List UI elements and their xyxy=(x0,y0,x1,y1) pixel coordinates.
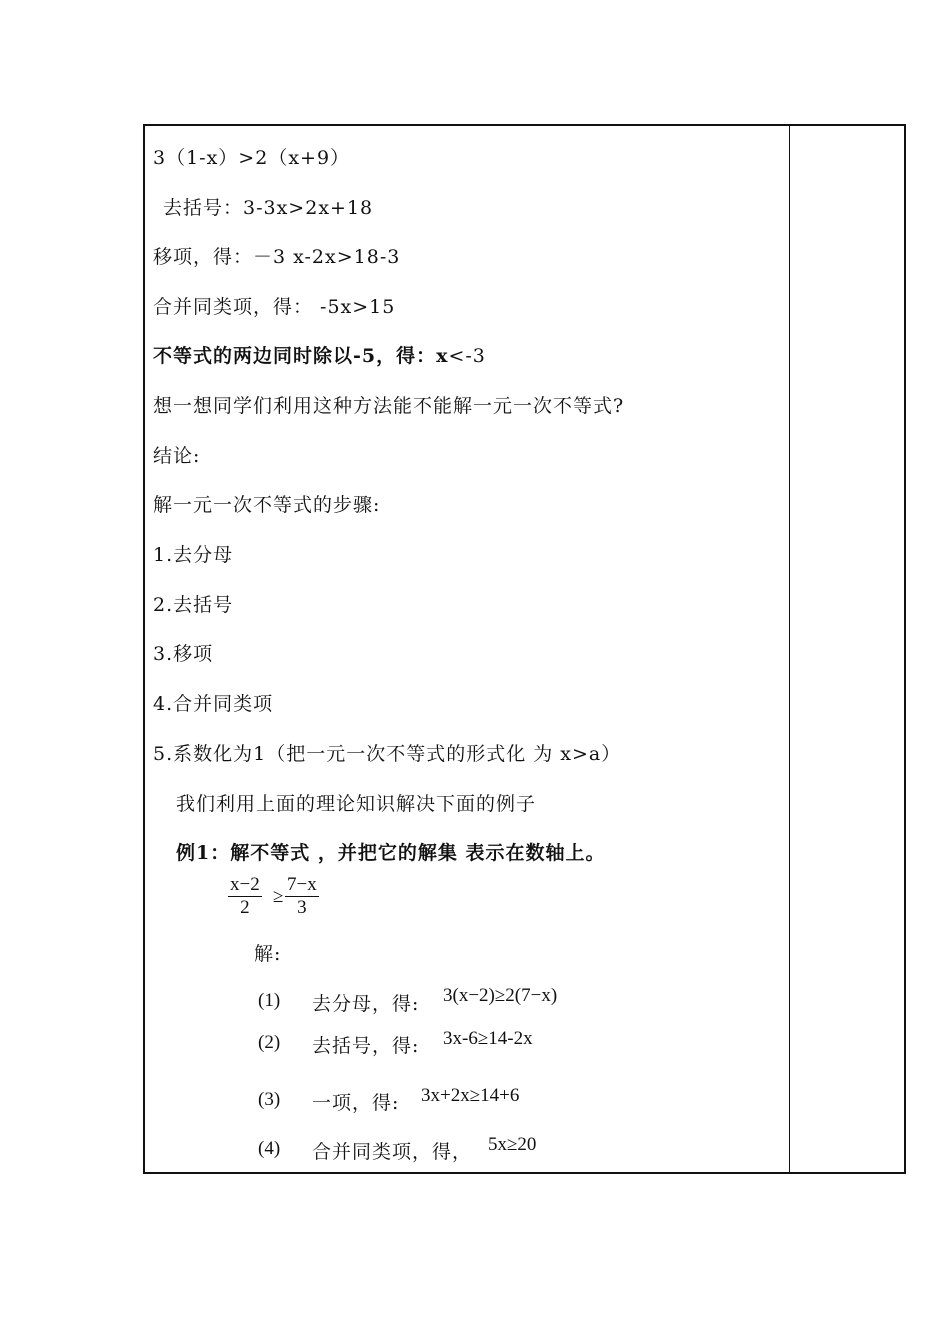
equation-line-5 xyxy=(153,341,486,368)
equation-line-4: 合并同类项，得： -5x>15 xyxy=(153,296,396,318)
step-2: 2.去括号 xyxy=(153,594,234,616)
solution-step-1-number: (1) xyxy=(258,990,281,1011)
equation-line-5-result: <-3 xyxy=(448,345,486,367)
steps-heading: 解一元一次不等式的步骤: xyxy=(153,494,381,516)
solution-step-3-text: 一项，得: xyxy=(312,1092,400,1114)
solution-step-3-expr: 3x+2x≥14+6 xyxy=(421,1085,520,1106)
step-5: 5.系数化为1（把一元一次不等式的形式化 为 x>a） xyxy=(153,743,622,765)
fraction-right-denominator: 3 xyxy=(297,897,307,918)
conclusion-label: 结论: xyxy=(153,445,201,467)
question-line: 想一想同学们利用这种方法能不能解一元一次不等式? xyxy=(153,395,625,417)
fraction-right xyxy=(285,874,319,919)
solution-step-4-text: 合并同类项，得， xyxy=(312,1141,473,1163)
geq-symbol: ≥ xyxy=(273,886,284,907)
equation-line-5-text: 不等式的两边同时除以-5，得： xyxy=(153,345,437,367)
column-divider xyxy=(789,126,790,1172)
solution-step-4-number: (4) xyxy=(258,1138,281,1159)
solution-step-1-text: 去分母，得: xyxy=(312,993,420,1015)
intro-line: 我们利用上面的理论知识解决下面的例子 xyxy=(176,793,537,815)
solution-label: 解: xyxy=(254,943,282,965)
fraction-left-numerator: x−2 xyxy=(230,874,260,895)
equation-line-3: 移项，得：－3 x-2x>18-3 xyxy=(153,246,401,268)
step-3: 3.移项 xyxy=(153,643,214,665)
solution-step-4-expr: 5x≥20 xyxy=(488,1134,537,1155)
solution-step-3-number: (3) xyxy=(258,1089,281,1110)
step-4: 4.合并同类项 xyxy=(153,693,274,715)
equation-line-1: 3（1-x）>2（x+9） xyxy=(153,147,351,169)
content-table xyxy=(143,124,906,1174)
example-heading: 例1：解不等式 ，并把它的解集 表示在数轴上。 xyxy=(176,842,606,864)
solution-step-2-text: 去括号，得: xyxy=(312,1035,420,1057)
solution-step-1-expr: 3(x−2)≥2(7−x) xyxy=(443,985,558,1006)
equation-line-5-var: x xyxy=(436,345,449,367)
solution-step-2-number: (2) xyxy=(258,1032,281,1053)
step-1: 1.去分母 xyxy=(153,544,234,566)
fraction-left-denominator: 2 xyxy=(240,897,250,918)
solution-step-2-expr: 3x-6≥14-2x xyxy=(443,1028,533,1049)
fraction-right-numerator: 7−x xyxy=(287,874,317,895)
equation-line-2: 去括号：3-3x>2x+18 xyxy=(163,197,374,219)
fraction-left xyxy=(228,874,262,919)
